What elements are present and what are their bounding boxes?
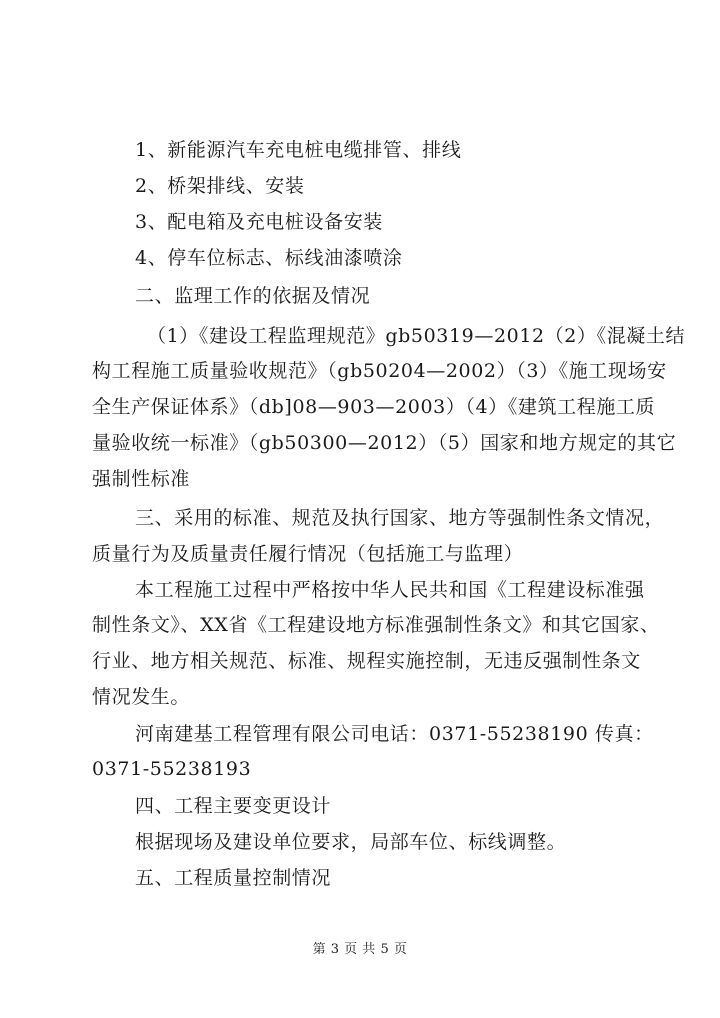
paragraph-line: 全生产保证体系》（db]08—903—2003）（4）《建筑工程施工质 [92, 396, 656, 418]
section-heading-3-cont: 质量行为及质量责任履行情况（包括施工与监理） [92, 543, 524, 565]
list-item-3: 3、配电箱及充电桩设备安装 [135, 211, 383, 233]
list-item-1: 1、新能源汽车充电桩电缆排管、排线 [135, 139, 462, 161]
paragraph-line: 本工程施工过程中严格按中华人民共和国《工程建设标准强 [135, 579, 645, 601]
section-heading-3: 三、采用的标准、规范及执行国家、地方等强制性条文情况， [135, 507, 665, 529]
paragraph-line: 构工程施工质量验收规范》（gb50204—2002）（3）《施工现场安 [92, 360, 667, 382]
page-number: 第 3 页 共 5 页 [312, 942, 408, 957]
paragraph-line: 强制性标准 [92, 468, 191, 490]
section-heading-4: 四、工程主要变更设计 [135, 795, 332, 817]
list-item-2: 2、桥架排线、安装 [135, 175, 305, 197]
paragraph-line: （1）《建设工程监理规范》gb50319—2012（2）《混凝土结 [147, 325, 686, 347]
paragraph-line: 情况发生。 [92, 686, 191, 708]
contact-fax-number: 0371-55238193 [92, 758, 252, 780]
section-heading-5: 五、工程质量控制情况 [135, 867, 332, 889]
contact-line: 河南建基工程管理有限公司电话：0371-55238190 传真： [135, 723, 654, 745]
paragraph-line: 根据现场及建设单位要求，局部车位、标线调整。 [135, 831, 567, 853]
list-item-4: 4、停车位标志、标线油漆喷涂 [135, 247, 403, 269]
section-heading-2: 二、监理工作的依据及情况 [135, 285, 371, 307]
paragraph-line: 量验收统一标准》（gb50300—2012）（5）国家和地方规定的其它 [92, 432, 677, 454]
paragraph-line: 制性条文》、XX省《工程建设地方标准强制性条文》和其它国家、 [92, 614, 660, 636]
paragraph-line: 行业、地方相关规范、标准、规程实施控制，无违反强制性条文 [92, 650, 641, 672]
